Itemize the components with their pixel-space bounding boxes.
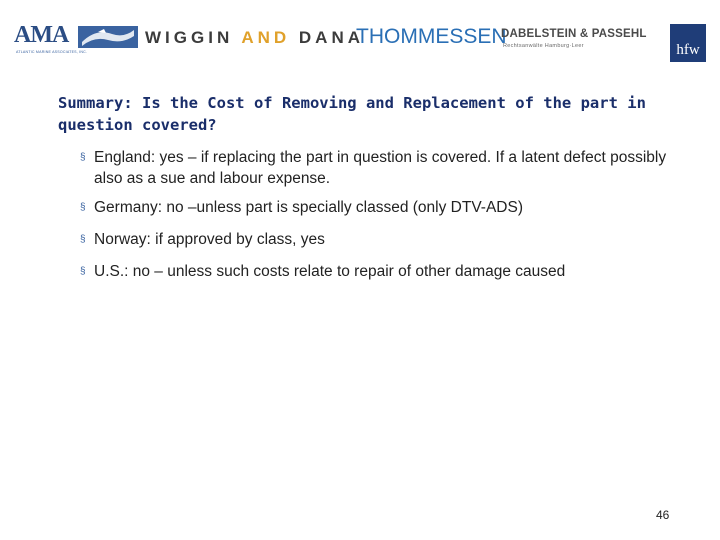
ama-logo <box>14 24 126 54</box>
bullet-text: Norway: if approved by class, yes <box>94 231 325 248</box>
dabelstein-passehl-logo: DABELSTEIN & PASSEHL <box>501 28 647 40</box>
dana-text: DANA <box>298 28 364 47</box>
hfw-logo <box>670 24 706 62</box>
wiggin-and-dana-logo <box>145 28 364 48</box>
hfw-logo-text: hfw <box>676 42 700 58</box>
and-text: AND <box>241 28 291 47</box>
bullet-item-england <box>80 147 670 189</box>
bullet-marker-icon: § <box>80 152 86 163</box>
ama-logo-graphic <box>78 26 138 48</box>
slide-title: Summary: Is the Cost of Removing and Replacement of the part in question covered? <box>58 94 646 134</box>
thommessen-logo: THOMMESSEN <box>356 25 507 48</box>
wiggin-text: WIGGIN <box>145 28 234 47</box>
ama-logo-text: AMA <box>14 22 69 48</box>
logo-bar <box>0 0 720 80</box>
bullet-item-norway <box>80 229 670 250</box>
bullet-marker-icon: § <box>80 202 86 213</box>
bullet-item-germany <box>80 197 670 218</box>
bullet-marker-icon: § <box>80 266 86 277</box>
bullet-marker-icon: § <box>80 234 86 245</box>
bullet-item-us <box>80 261 670 282</box>
bullet-list <box>80 147 670 293</box>
page-number: 46 <box>656 508 670 522</box>
bullet-text: England: yes – if replacing the part in question is covered. If a latent defect possibly also as a sue and labour expense. <box>94 149 667 187</box>
bullet-text: Germany: no –unless part is specially classed (only DTV-ADS) <box>94 199 523 216</box>
dabelstein-passehl-subtitle: Rechtsanwälte Hamburg·Leer <box>503 43 584 49</box>
ama-logo-subtitle: ATLANTIC MARINE ASSOCIATES, INC. <box>16 50 88 54</box>
bullet-text: U.S.: no – unless such costs relate to repair of other damage caused <box>94 263 566 280</box>
